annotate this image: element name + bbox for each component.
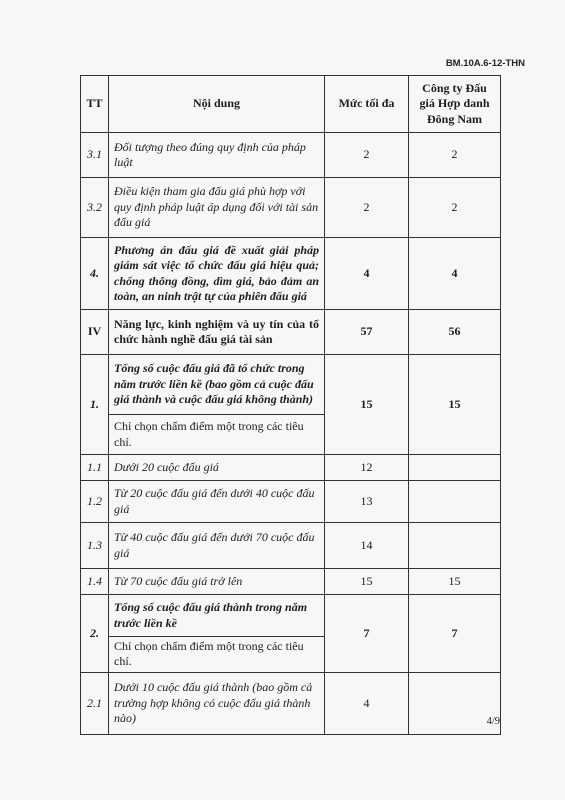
row-company-score bbox=[409, 455, 501, 481]
row-tt: 2.1 bbox=[81, 672, 109, 734]
row-tt: 1.4 bbox=[81, 569, 109, 595]
row-content: Từ 20 cuộc đấu giá đến dưới 40 cuộc đấu giá bbox=[109, 481, 325, 523]
row-content: Dưới 10 cuộc đấu giá thành (bao gồm cả trường hợp không có cuộc đấu giá thành nào) bbox=[109, 672, 325, 734]
row-company-score: 2 bbox=[409, 133, 501, 178]
row-company-score bbox=[409, 481, 501, 523]
table-row bbox=[81, 569, 501, 595]
row-max: 4 bbox=[325, 672, 409, 734]
table-row bbox=[81, 133, 501, 178]
header-tt: TT bbox=[81, 76, 109, 133]
table-row bbox=[81, 523, 501, 569]
row-content: Phương án đấu giá đề xuất giải pháp giám sát việc tổ chức đấu giá hiệu quả; chống thông đồng, dìm giá, bảo đảm an toàn, an ninh trật tự của phiên đấu giá bbox=[109, 238, 325, 310]
row-company-score: 7 bbox=[409, 595, 501, 673]
row-max: 57 bbox=[325, 310, 409, 355]
table-header-row bbox=[81, 76, 501, 133]
row-tt: IV bbox=[81, 310, 109, 355]
row-note: Chỉ chọn chấm điểm một trong các tiêu chí. bbox=[109, 637, 325, 673]
row-company-score: 15 bbox=[409, 569, 501, 595]
table-row bbox=[81, 355, 501, 415]
row-tt: 3.1 bbox=[81, 133, 109, 178]
row-max: 2 bbox=[325, 178, 409, 238]
row-content: Năng lực, kinh nghiệm và uy tín của tổ chức hành nghề đấu giá tài sản bbox=[109, 310, 325, 355]
row-company-score: 56 bbox=[409, 310, 501, 355]
page-number: 4/9 bbox=[486, 716, 500, 727]
table-row bbox=[81, 178, 501, 238]
table-row bbox=[81, 238, 501, 310]
row-company-score: 4 bbox=[409, 238, 501, 310]
table-row bbox=[81, 672, 501, 734]
row-max: 2 bbox=[325, 133, 409, 178]
row-content: Từ 40 cuộc đấu giá đến dưới 70 cuộc đấu giá bbox=[109, 523, 325, 569]
row-max: 7 bbox=[325, 595, 409, 673]
header-content: Nội dung bbox=[109, 76, 325, 133]
row-tt: 2. bbox=[81, 595, 109, 673]
table-row bbox=[81, 595, 501, 637]
row-company-score: 2 bbox=[409, 178, 501, 238]
row-tt: 1.3 bbox=[81, 523, 109, 569]
row-max: 4 bbox=[325, 238, 409, 310]
row-max: 15 bbox=[325, 569, 409, 595]
row-note: Chỉ chọn chấm điểm một trong các tiêu chí. bbox=[109, 415, 325, 455]
header-max: Mức tối đa bbox=[325, 76, 409, 133]
table-row bbox=[81, 310, 501, 355]
row-content: Tổng số cuộc đấu giá thành trong năm trước liền kề bbox=[109, 595, 325, 637]
table-row bbox=[81, 455, 501, 481]
row-tt: 1.1 bbox=[81, 455, 109, 481]
row-company-score bbox=[409, 523, 501, 569]
row-tt: 1.2 bbox=[81, 481, 109, 523]
row-company-score: 15 bbox=[409, 355, 501, 455]
row-content: Dưới 20 cuộc đấu giá bbox=[109, 455, 325, 481]
document-code: BM.10A.6-12-THN bbox=[445, 58, 525, 69]
row-content: Điều kiện tham gia đấu giá phù hợp với quy định pháp luật áp dụng đối với tài sản đấu giá bbox=[109, 178, 325, 238]
row-content: Đối tượng theo đúng quy định của pháp luật bbox=[109, 133, 325, 178]
row-max: 13 bbox=[325, 481, 409, 523]
row-tt: 3.2 bbox=[81, 178, 109, 238]
row-content: Từ 70 cuộc đấu giá trở lên bbox=[109, 569, 325, 595]
header-company: Công ty Đấu giá Hợp danh Đông Nam bbox=[409, 76, 501, 133]
table-row bbox=[81, 481, 501, 523]
row-tt: 4. bbox=[81, 238, 109, 310]
row-tt: 1. bbox=[81, 355, 109, 455]
evaluation-table bbox=[80, 75, 501, 735]
row-content: Tổng số cuộc đấu giá đã tổ chức trong năm trước liền kề (bao gồm cả cuộc đấu giá thành và cuộc đấu giá không thành) bbox=[109, 355, 325, 415]
row-max: 14 bbox=[325, 523, 409, 569]
row-max: 15 bbox=[325, 355, 409, 455]
row-max: 12 bbox=[325, 455, 409, 481]
